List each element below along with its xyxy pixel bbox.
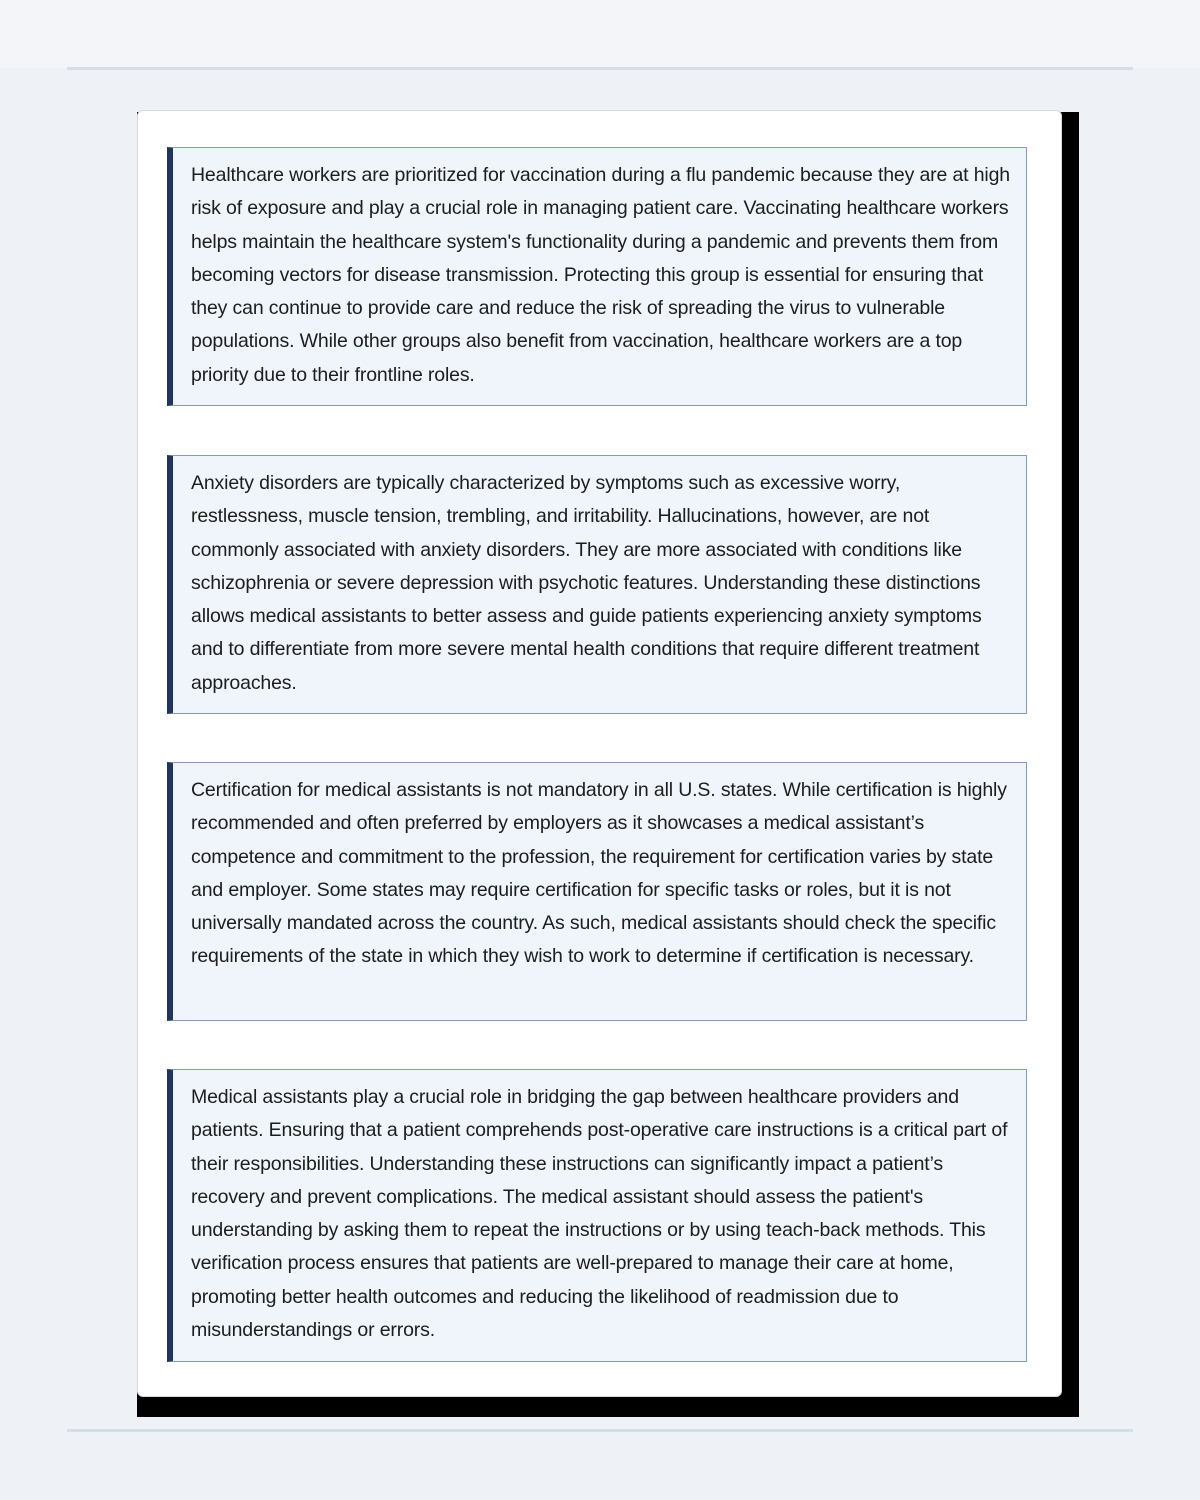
paragraph-post-operative: Medical assistants play a crucial role in bridging the gap between healthcare providers and patients. Ensuring that a patient comprehends post-operative care instructions is a critical part of their responsibilities. Understanding these instructions can significantly impact a patient’s recovery and prevent complications. The medical assistant should assess the patient's understanding by asking them to repeat the instructions or by using teach-back methods. This verification process ensures that patients are well-prepared to manage their care at home, promoting better health outcomes and reducing the likelihood of readmission due to misunderstandings or errors. — [191, 1086, 1008, 1342]
paragraph-certification: Certification for medical assistants is not mandatory in all U.S. states. While certification is highly recommended and often preferred by employers as it showcases a medical assistant’s competence and commitment to the profession, the requirement for certification varies by state and employer. Some states may require certification for specific tasks or roles, but it is not universally mandated across the country. As such, medical assistants should check the specific requirements of the state in which they wish to work to determine if certification is necessary. — [191, 779, 1007, 968]
paragraph-vaccination: Healthcare workers are prioritized for vaccination during a flu pandemic because they are at high risk of exposure and play a crucial role in managing patient care. Vaccinating healthcare workers helps maintain the healthcare system's functionality during a pandemic and prevents them from becoming vectors for disease transmission. Protecting this group is essential for ensuring that they can continue to provide care and reduce the risk of spreading the virus to vulnerable populations. While other groups also benefit from vaccination, healthcare workers are a top priority due to their frontline roles. — [191, 164, 1010, 386]
top-toolbar-area — [0, 0, 1200, 68]
paragraph-anxiety: Anxiety disorders are typically characterized by symptoms such as excessive worry, restlessness, muscle tension, trembling, and irritability. Hallucinations, however, are not commonly associated with anxiety disorders. They are more associated with conditions like schizophrenia or severe depression with psychotic features. Understanding these distinctions allows medical assistants to better assess and guide patients experiencing anxiety symptoms and to differentiate from more severe mental health conditions that require different treatment approaches. — [191, 472, 982, 694]
callout-box-vaccination — [167, 147, 1027, 406]
callout-box-certification — [167, 762, 1027, 1021]
top-divider — [67, 67, 1133, 70]
callout-box-post-operative — [167, 1069, 1027, 1362]
document-page — [137, 110, 1062, 1397]
bottom-divider — [67, 1429, 1133, 1432]
callout-box-anxiety — [167, 455, 1027, 714]
